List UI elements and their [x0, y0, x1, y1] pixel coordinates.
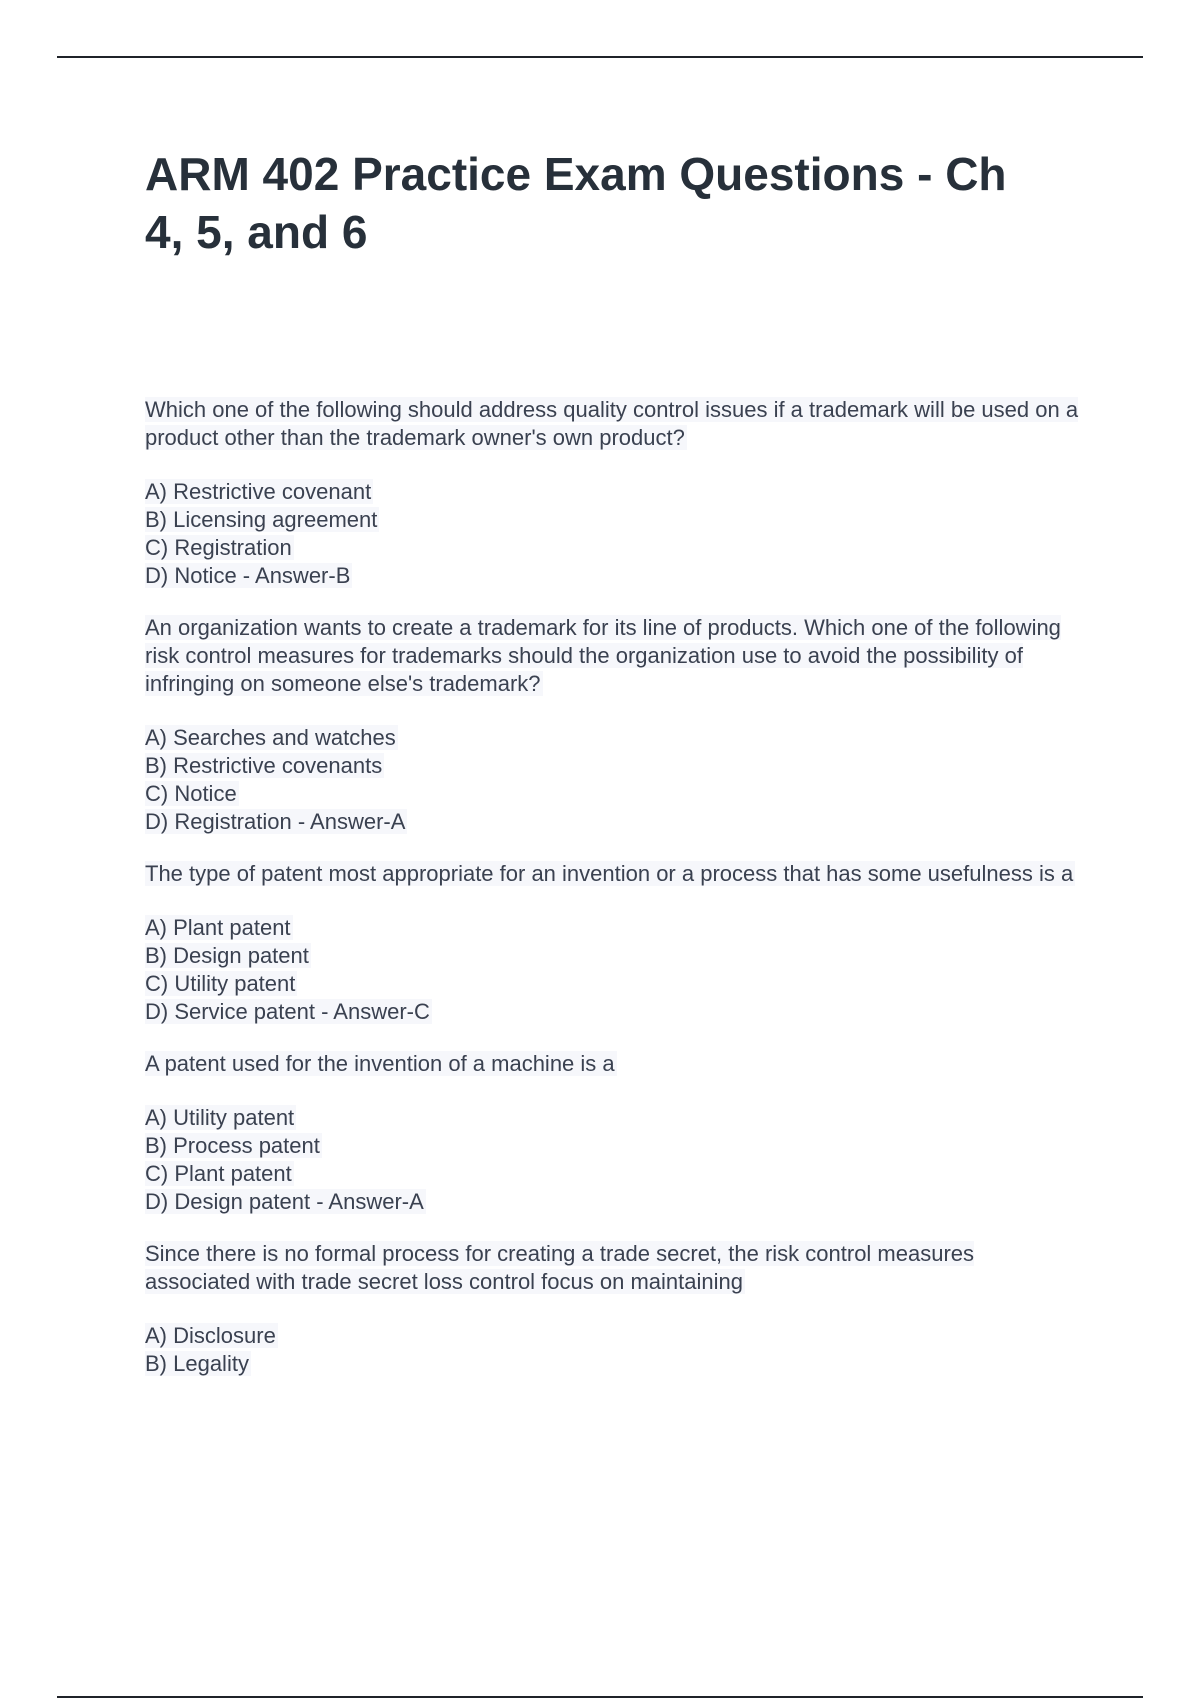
question-text: A patent used for the invention of a machine is a	[145, 1051, 615, 1076]
answer-options	[145, 1104, 1085, 1216]
answer-options	[145, 1322, 1085, 1378]
question-text: An organization wants to create a trademark for its line of products. Which one of the following risk control measures for trademarks should the organization use to avoid the possibility of infringing on someone else's trademark?	[145, 615, 1061, 696]
answer-option: D) Design patent - Answer-A	[145, 1189, 424, 1214]
answer-option: D) Registration - Answer-A	[145, 809, 406, 834]
question-text: Since there is no formal process for creating a trade secret, the risk control measures associated with trade secret loss control focus on maintaining	[145, 1241, 975, 1294]
answer-options	[145, 724, 1085, 836]
top-rule	[57, 56, 1143, 58]
answer-option: A) Disclosure	[145, 1323, 276, 1348]
answer-option: C) Utility patent	[145, 971, 296, 996]
answer-option: B) Restrictive covenants	[145, 753, 383, 778]
answer-option: B) Design patent	[145, 943, 309, 968]
answer-option: A) Searches and watches	[145, 725, 396, 750]
question-text: The type of patent most appropriate for an invention or a process that has some usefulness is a	[145, 861, 1074, 886]
answer-options	[145, 478, 1085, 590]
answer-option: B) Legality	[145, 1351, 249, 1376]
answer-options	[145, 914, 1085, 1026]
answer-option: A) Restrictive covenant	[145, 479, 372, 504]
question-4	[145, 1050, 1085, 1216]
answer-option: A) Plant patent	[145, 915, 291, 940]
question-5	[145, 1240, 1085, 1378]
answer-option: D) Service patent - Answer-C	[145, 999, 430, 1024]
answer-option: A) Utility patent	[145, 1105, 295, 1130]
question-1	[145, 396, 1085, 590]
answer-option: B) Process patent	[145, 1133, 320, 1158]
question-list	[145, 396, 1085, 1402]
question-2	[145, 614, 1085, 836]
page-title: ARM 402 Practice Exam Questions - Ch 4, 5, and 6	[145, 148, 1007, 258]
answer-option: B) Licensing agreement	[145, 507, 378, 532]
question-text: Which one of the following should address quality control issues if a trademark will be used on a product other than the trademark owner's own product?	[145, 397, 1079, 450]
question-3	[145, 860, 1085, 1026]
bottom-rule	[57, 1696, 1143, 1698]
answer-option: C) Plant patent	[145, 1161, 292, 1186]
answer-option: C) Registration	[145, 535, 292, 560]
answer-option: D) Notice - Answer-B	[145, 563, 351, 588]
answer-option: C) Notice	[145, 781, 237, 806]
